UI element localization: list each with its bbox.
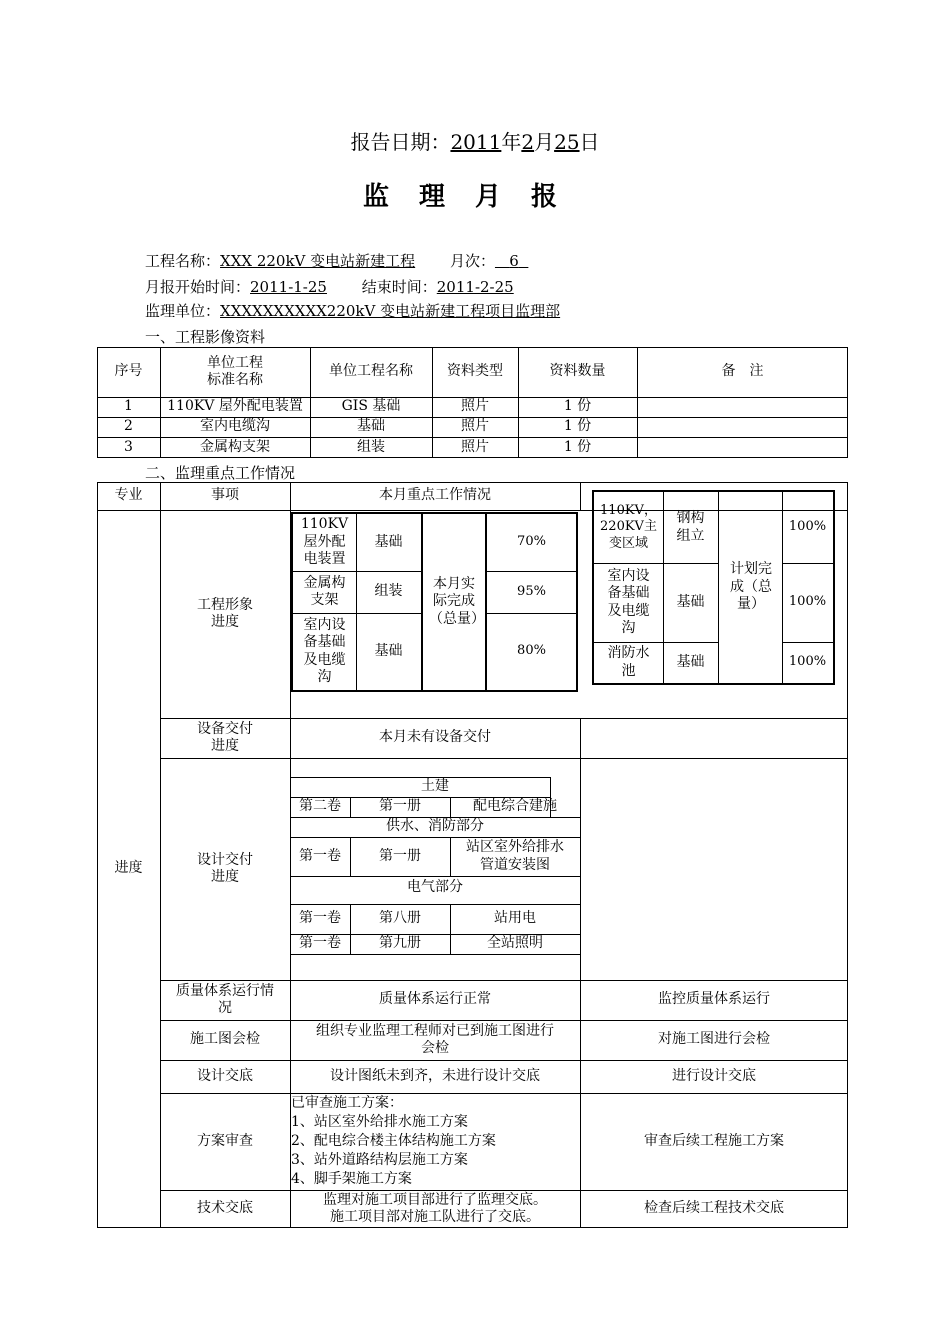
table-row-index: 3 — [124, 438, 133, 455]
plan-item: 消防水 池 — [607, 645, 650, 679]
table-row-standard-name: 室内电缆沟 — [200, 418, 270, 435]
table-row-data-type: 照片 — [461, 438, 489, 455]
plan-type: 基础 — [676, 593, 705, 610]
table-row-index: 1 — [124, 398, 133, 415]
plan-type: 基础 — [676, 653, 705, 670]
row-current-plan-review: 已审查施工方案： 1、站区室外给排水施工方案 2、配电综合楼主体结构施工方案 3、站外道路结构层施工方案 4、脚手架施工方案 — [291, 1095, 496, 1187]
row-next-tech-briefing: 检查后续工程技术交底 — [644, 1200, 784, 1217]
plan-percent: 100% — [788, 654, 827, 670]
design-book: 第八册 — [379, 910, 421, 927]
actual-type: 基础 — [374, 642, 403, 659]
project-line: 工程名称：XXX 220kV 变电站新建工程 月次： 6 — [145, 250, 528, 271]
row-current-drawing-review: 组织专业监理工程师对已到施工图进行 会检 — [316, 1022, 554, 1056]
col-header-standard-name: 单位工程 标准名称 — [207, 354, 263, 388]
period-number: 6 — [509, 252, 519, 270]
plan-completion-label: 计划完成（总量） — [730, 561, 772, 613]
col-header-index: 序号 — [114, 363, 143, 380]
report-date: 报告日期：2011年2月25日 — [350, 130, 600, 154]
actual-item: 室内设 备基础 及电缆 沟 — [303, 616, 346, 685]
table-row-quantity: 1 份 — [563, 418, 592, 435]
col-header-quantity: 资料数量 — [549, 363, 606, 380]
actual-type: 基础 — [374, 533, 403, 550]
row-label-drawing-review: 施工图会检 — [190, 1031, 260, 1048]
col-header-data-type: 资料类型 — [447, 363, 503, 380]
progress-label: 工程形象 进度 — [197, 596, 253, 630]
table-row-quantity: 1 份 — [563, 398, 592, 415]
table-row-index: 2 — [124, 418, 133, 435]
project-name: XXX 220kV 变电站新建工程 — [220, 252, 416, 270]
table-row-data-type: 照片 — [461, 418, 489, 435]
plan-percent: 100% — [788, 519, 827, 535]
actual-percent: 80% — [517, 643, 546, 659]
category-progress: 进度 — [114, 860, 143, 877]
design-volume: 第一卷 — [299, 910, 341, 927]
row-next-quality: 监控质量体系运行 — [658, 991, 770, 1008]
design-book: 第一册 — [379, 847, 421, 864]
date-range-line: 月报开始时间：2011-1-25 结束时间：2011-2-25 — [145, 278, 514, 296]
actual-item: 金属构 支架 — [303, 574, 346, 608]
row-next-plan-review: 审查后续工程施工方案 — [644, 1132, 784, 1149]
report-year: 2011 — [450, 130, 502, 154]
end-date: 2011-2-25 — [436, 278, 514, 296]
row-label-tech-briefing: 技术交底 — [197, 1200, 253, 1217]
design-drawing: 站区室外给排水 管道安装图 — [466, 839, 564, 873]
section1-title: 一、工程影像资料 — [145, 328, 266, 346]
design-volume: 第一卷 — [299, 847, 341, 864]
section2-title: 二、监理重点工作情况 — [145, 464, 296, 482]
table-row-unit-name: 基础 — [357, 418, 385, 435]
row-current-design-briefing: 设计图纸未到齐，未进行设计交底 — [330, 1067, 540, 1084]
start-date: 2011-1-25 — [250, 278, 327, 296]
row-current-quality: 质量体系运行正常 — [379, 991, 491, 1008]
row-next-design-briefing: 进行设计交底 — [672, 1067, 756, 1084]
design-volume: 第二卷 — [299, 798, 341, 815]
equipment-current: 本月未有设备交付 — [379, 729, 491, 746]
design-book: 第一册 — [379, 798, 421, 815]
actual-percent: 70% — [517, 534, 546, 550]
equipment-label: 设备交付 进度 — [197, 720, 253, 754]
table-row-unit-name: 组装 — [357, 438, 385, 455]
row-label-plan-review: 方案审查 — [197, 1132, 253, 1149]
actual-item: 110KV 屋外配 电装置 — [300, 516, 349, 568]
table-row-quantity: 1 份 — [563, 438, 592, 455]
design-drawing: 全站照明 — [487, 935, 543, 952]
page-title: 监理月报 — [362, 182, 587, 212]
supervision-unit: XXXXXXXXXX220kV 变电站新建工程项目监理部 — [220, 302, 561, 320]
plan-item: 110KV， 220KV主 变区域 — [600, 503, 657, 551]
report-month: 2 — [521, 130, 535, 154]
plan-percent: 100% — [788, 594, 827, 610]
plan-type: 钢构 组立 — [676, 510, 705, 544]
col-header-unit-name: 单位工程名称 — [329, 363, 413, 380]
col-header-key-work: 本月重点工作情况 — [379, 487, 491, 504]
equipment-next — [580, 718, 848, 758]
row-current-tech-briefing: 监理对施工项目部进行了监理交底。 施工项目部对施工队进行了交底。 — [323, 1192, 547, 1225]
row-label-design-briefing: 设计交底 — [197, 1067, 253, 1084]
design-drawing: 站用电 — [494, 910, 536, 927]
plan-item: 室内设 备基础 及电缆 沟 — [607, 567, 650, 636]
actual-percent: 95% — [517, 583, 546, 599]
actual-type: 组装 — [374, 583, 403, 600]
row-label-quality: 质量体系运行情 况 — [176, 982, 274, 1016]
design-volume: 第一卷 — [299, 935, 341, 952]
unit-line: 监理单位：XXXXXXXXXX220kV 变电站新建工程项目监理部 — [145, 302, 561, 320]
report-day: 25 — [554, 130, 580, 154]
design-electric-heading: 电气部分 — [407, 879, 463, 896]
row-next-drawing-review: 对施工图进行会检 — [658, 1031, 770, 1048]
table-row-unit-name: GIS 基础 — [341, 398, 401, 415]
col-header-remarks: 备 注 — [721, 363, 764, 380]
col-header-item: 事项 — [211, 487, 239, 504]
table-row-standard-name: 金属构支架 — [200, 438, 270, 455]
table-row-standard-name: 110KV 屋外配电装置 — [167, 398, 303, 415]
design-drawing: 配电综合建施 — [473, 798, 557, 815]
col-header-discipline: 专业 — [114, 487, 143, 504]
table-row-data-type: 照片 — [461, 398, 489, 415]
design-water-heading: 供水、消防部分 — [386, 818, 484, 835]
design-civil-heading: 土建 — [421, 778, 449, 795]
actual-completion-label: 本月实际完成（总量） — [429, 575, 485, 627]
design-book: 第九册 — [379, 935, 421, 952]
design-label: 设计交付 进度 — [197, 851, 253, 885]
